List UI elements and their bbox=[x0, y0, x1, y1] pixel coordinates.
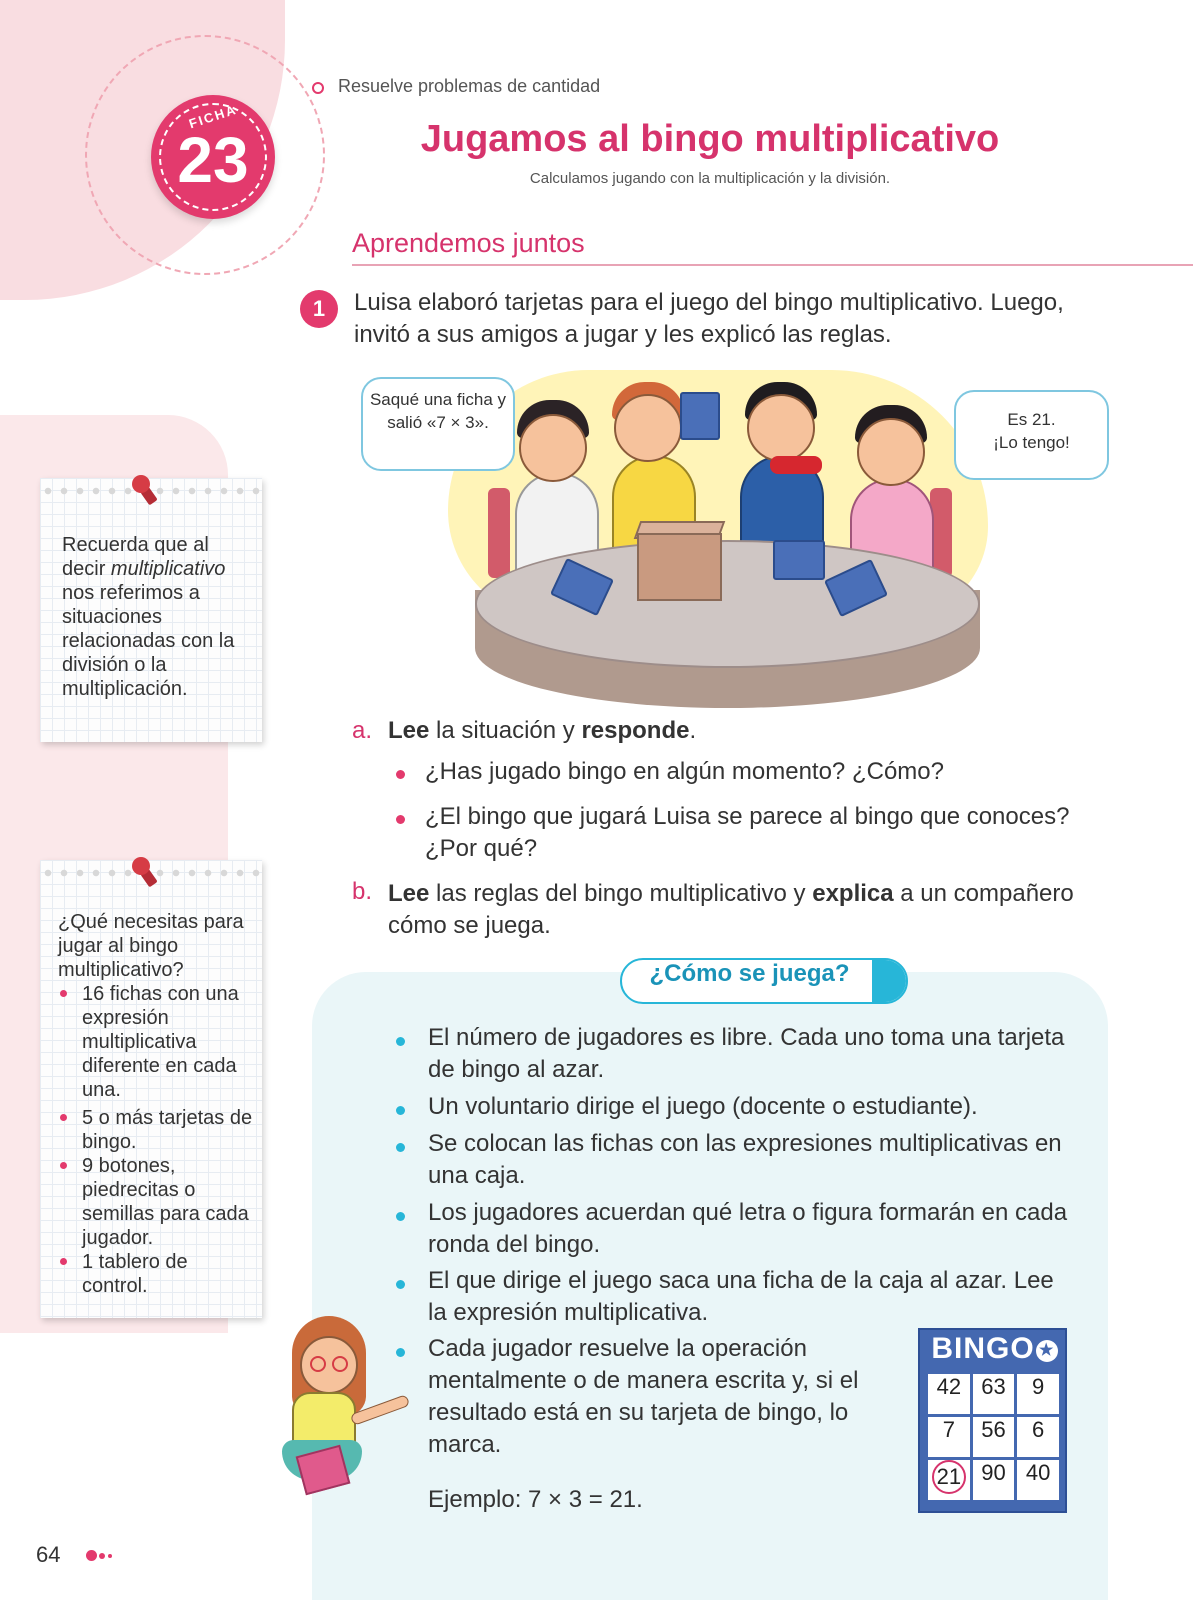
bingo-cell: 90 bbox=[973, 1460, 1015, 1500]
materials-item: 5 o más tarjetas de bingo. bbox=[82, 1107, 253, 1153]
bingo-cell: 40 bbox=[1017, 1460, 1059, 1500]
question-b-end: a un compañero cómo se juega. bbox=[388, 880, 1074, 939]
competency-label: Resuelve problemas de cantidad bbox=[338, 76, 601, 96]
bullet-icon bbox=[60, 1162, 67, 1169]
reminder-note-text bbox=[62, 533, 252, 701]
page-subtitle: Calculamos jugando con la multiplicación y la división. bbox=[529, 170, 891, 187]
note1-post: nos referimos a situaciones relacionadas con la división o la multiplicación. bbox=[62, 582, 235, 700]
question-a-text bbox=[388, 717, 1148, 745]
kid-head bbox=[747, 394, 815, 462]
question-b-text bbox=[388, 878, 1128, 942]
kid-head bbox=[614, 394, 682, 462]
activity-number: 1 bbox=[300, 290, 338, 328]
page-dot-icon bbox=[99, 1553, 105, 1559]
rule-item: Se colocan las fichas con las expresiones multiplicativas en una caja. bbox=[428, 1130, 1062, 1189]
glasses-icon bbox=[310, 1356, 326, 1372]
bingo-cell: 63 bbox=[973, 1374, 1015, 1414]
materials-item: 1 tablero de control. bbox=[82, 1251, 188, 1297]
marked-number: 21 bbox=[932, 1460, 966, 1494]
bingo-title: BINGO ★ bbox=[920, 1332, 1069, 1366]
materials-item: 16 fichas con una expresión multiplicativa diferente en cada una. bbox=[82, 983, 239, 1101]
ficha-label: FICHA bbox=[187, 101, 239, 132]
activity-intro: Luisa elaboró tarjetas para el juego del bingo multiplicativo. Luego, invitó a sus amigos a jugar y les explicó las reglas. bbox=[354, 289, 1064, 348]
pushpin-head bbox=[132, 857, 150, 875]
ficha-number: 23 bbox=[177, 124, 249, 196]
question-a-verb1: Lee bbox=[388, 717, 430, 744]
bingo-card bbox=[918, 1328, 1067, 1513]
glasses-icon bbox=[332, 1356, 348, 1372]
question-b-mid: las reglas del bingo multiplicativo y bbox=[436, 880, 806, 907]
ficha-box bbox=[637, 533, 722, 601]
speech-bubble-right bbox=[954, 390, 1109, 480]
ficha-badge bbox=[151, 95, 275, 219]
question-a-mid: la situación y bbox=[436, 717, 575, 744]
bubble-right-line2: ¡Lo tengo! bbox=[993, 433, 1070, 452]
mini-bingo-card bbox=[773, 540, 825, 580]
bingo-grid bbox=[928, 1374, 1059, 1500]
bullet-icon bbox=[60, 1258, 67, 1265]
bullet-icon bbox=[396, 770, 405, 779]
kid-head bbox=[519, 414, 587, 482]
rule-item: El número de jugadores es libre. Cada uno toma una tarjeta de bingo al azar. bbox=[428, 1024, 1065, 1083]
bullet-icon bbox=[60, 990, 67, 997]
question-a-verb2: responde bbox=[581, 717, 690, 744]
page-dot-icon bbox=[108, 1554, 112, 1558]
rule-item: El que dirige el juego saca una ficha de la caja al azar. Lee la expresión multiplicativa. bbox=[428, 1267, 1054, 1326]
question-a-letter: a. bbox=[352, 717, 373, 744]
rule-item: Cada jugador resuelve la operación mentalmente o de manera escrita y, si el resultado está en su tarjeta de bingo, lo marca. bbox=[428, 1335, 859, 1458]
section-divider bbox=[352, 264, 1193, 266]
round-table bbox=[475, 540, 980, 668]
kid-scarf bbox=[770, 456, 822, 474]
competency-bullet-icon bbox=[312, 82, 324, 94]
girl-face bbox=[300, 1336, 358, 1394]
kid-head bbox=[857, 418, 925, 486]
question-b-verb1: Lee bbox=[388, 880, 430, 907]
materials-heading: ¿Qué necesitas para jugar al bingo multiplicativo? bbox=[58, 911, 244, 981]
note1-emphasis: multiplicativo bbox=[110, 558, 226, 580]
bubble-right-line1: Es 21. bbox=[1007, 410, 1056, 429]
bingo-cell: 6 bbox=[1017, 1417, 1059, 1457]
speech-bubble-left: Saqué una ficha y salió «7 × 3». bbox=[361, 377, 515, 471]
page-dot-icon bbox=[86, 1550, 97, 1561]
bingo-cell: 42 bbox=[928, 1374, 970, 1414]
question-b-letter: b. bbox=[352, 878, 373, 905]
page-title: Jugamos al bingo multiplicativo bbox=[420, 118, 1000, 160]
pushpin-head bbox=[132, 475, 150, 493]
section-title: Aprendemos juntos bbox=[352, 228, 585, 258]
bullet-icon bbox=[396, 1280, 405, 1289]
bullet-icon bbox=[60, 1114, 67, 1121]
bingo-cell: 7 bbox=[928, 1417, 970, 1457]
bingo-cell: 56 bbox=[973, 1417, 1015, 1457]
star-icon: ★ bbox=[1036, 1340, 1058, 1362]
chair-left bbox=[488, 488, 510, 578]
question-a-bullet: ¿El bingo que jugará Luisa se parece al bingo que conoces? ¿Por qué? bbox=[425, 803, 1070, 862]
bullet-icon bbox=[396, 1037, 405, 1046]
mini-bingo-card bbox=[680, 392, 720, 440]
rule-item: Los jugadores acuerdan qué letra o figura formarán en cada ronda del bingo. bbox=[428, 1199, 1068, 1258]
bullet-icon bbox=[396, 1348, 405, 1357]
question-b-verb2: explica bbox=[812, 880, 894, 907]
bullet-icon bbox=[396, 1212, 405, 1221]
bullet-icon bbox=[396, 1106, 405, 1115]
note1-pre: Recuerda que al decir bbox=[62, 534, 209, 580]
question-a-end: . bbox=[689, 717, 697, 744]
question-a-bullet: ¿Has jugado bingo en algún momento? ¿Cómo? bbox=[425, 758, 944, 785]
rule-item: Un voluntario dirige el juego (docente o estudiante). bbox=[428, 1093, 978, 1120]
materials-item: 9 botones, piedrecitas o semillas para cada jugador. bbox=[82, 1155, 249, 1249]
bullet-icon bbox=[396, 815, 405, 824]
bullet-icon bbox=[396, 1143, 405, 1152]
rule-example: Ejemplo: 7 × 3 = 21. bbox=[428, 1486, 643, 1513]
bingo-cell: 9 bbox=[1017, 1374, 1059, 1414]
rules-heading-pill bbox=[620, 958, 908, 1004]
page-number: 64 bbox=[36, 1542, 61, 1567]
rules-heading: ¿Cómo se juega? bbox=[649, 960, 850, 987]
bingo-cell-marked bbox=[928, 1460, 970, 1500]
